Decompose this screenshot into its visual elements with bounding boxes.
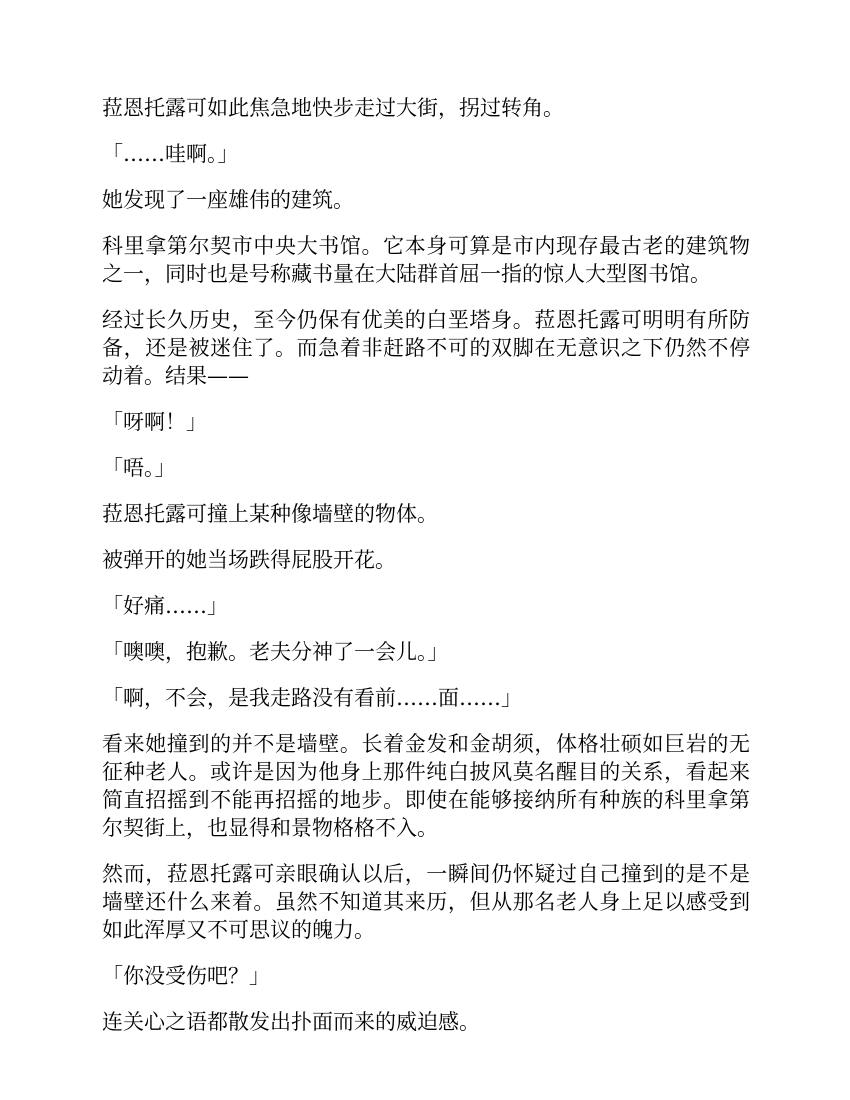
paragraph: 经过长久历史，至今仍保有优美的白垩塔身。菈恩托露可明明有所防备，还是被迷住了。而急着非赶路不可的双脚在无意识之下仍然不停动着。结果—— — [102, 308, 750, 388]
paragraph: 菈恩托露可撞上某种像墙壁的物体。 — [102, 502, 438, 526]
paragraph: 「呀啊！」 — [102, 410, 207, 434]
paragraph: 然而，菈恩托露可亲眼确认以后，一瞬间仍怀疑过自己撞到的是不是墙壁还什么来着。虽然不知道其来历，但从那名老人身上足以感受到如此浑厚又不可思议的魄力。 — [102, 862, 750, 942]
paragraph: 连关心之语都散发出扑面而来的威迫感。 — [102, 1010, 480, 1034]
paragraph: 「你没受伤吧？」 — [102, 964, 270, 988]
paragraph: 被弹开的她当场跌得屁股开花。 — [102, 548, 396, 572]
paragraph: 「噢噢，抱歉。老夫分神了一会儿。」 — [102, 640, 449, 664]
paragraph: 科里拿第尔契市中央大书馆。它本身可算是市内现存最古老的建筑物之一，同时也是号称藏书量在大陆群首屈一指的惊人大型图书馆。 — [102, 234, 750, 286]
paragraph: 看来她撞到的并不是墙壁。长着金发和金胡须，体格壮硕如巨岩的无征种老人。或许是因为他身上那件纯白披风莫名醒目的关系，看起来简直招摇到不能再招摇的地步。即使在能够接纳所有种族的科里拿第尔契街上，也显得和景物格格不入。 — [102, 732, 750, 840]
document-body — [102, 94, 750, 1054]
paragraph: 「好痛……」 — [102, 594, 228, 618]
paragraph: 「啊，不会，是我走路没有看前……面……」 — [102, 686, 522, 710]
paragraph: 菈恩托露可如此焦急地快步走过大街，拐过转角。 — [102, 96, 564, 120]
paragraph: 她发现了一座雄伟的建筑。 — [102, 188, 354, 212]
paragraph: 「……哇啊。」 — [102, 142, 239, 166]
paragraph: 「唔。」 — [102, 456, 176, 480]
